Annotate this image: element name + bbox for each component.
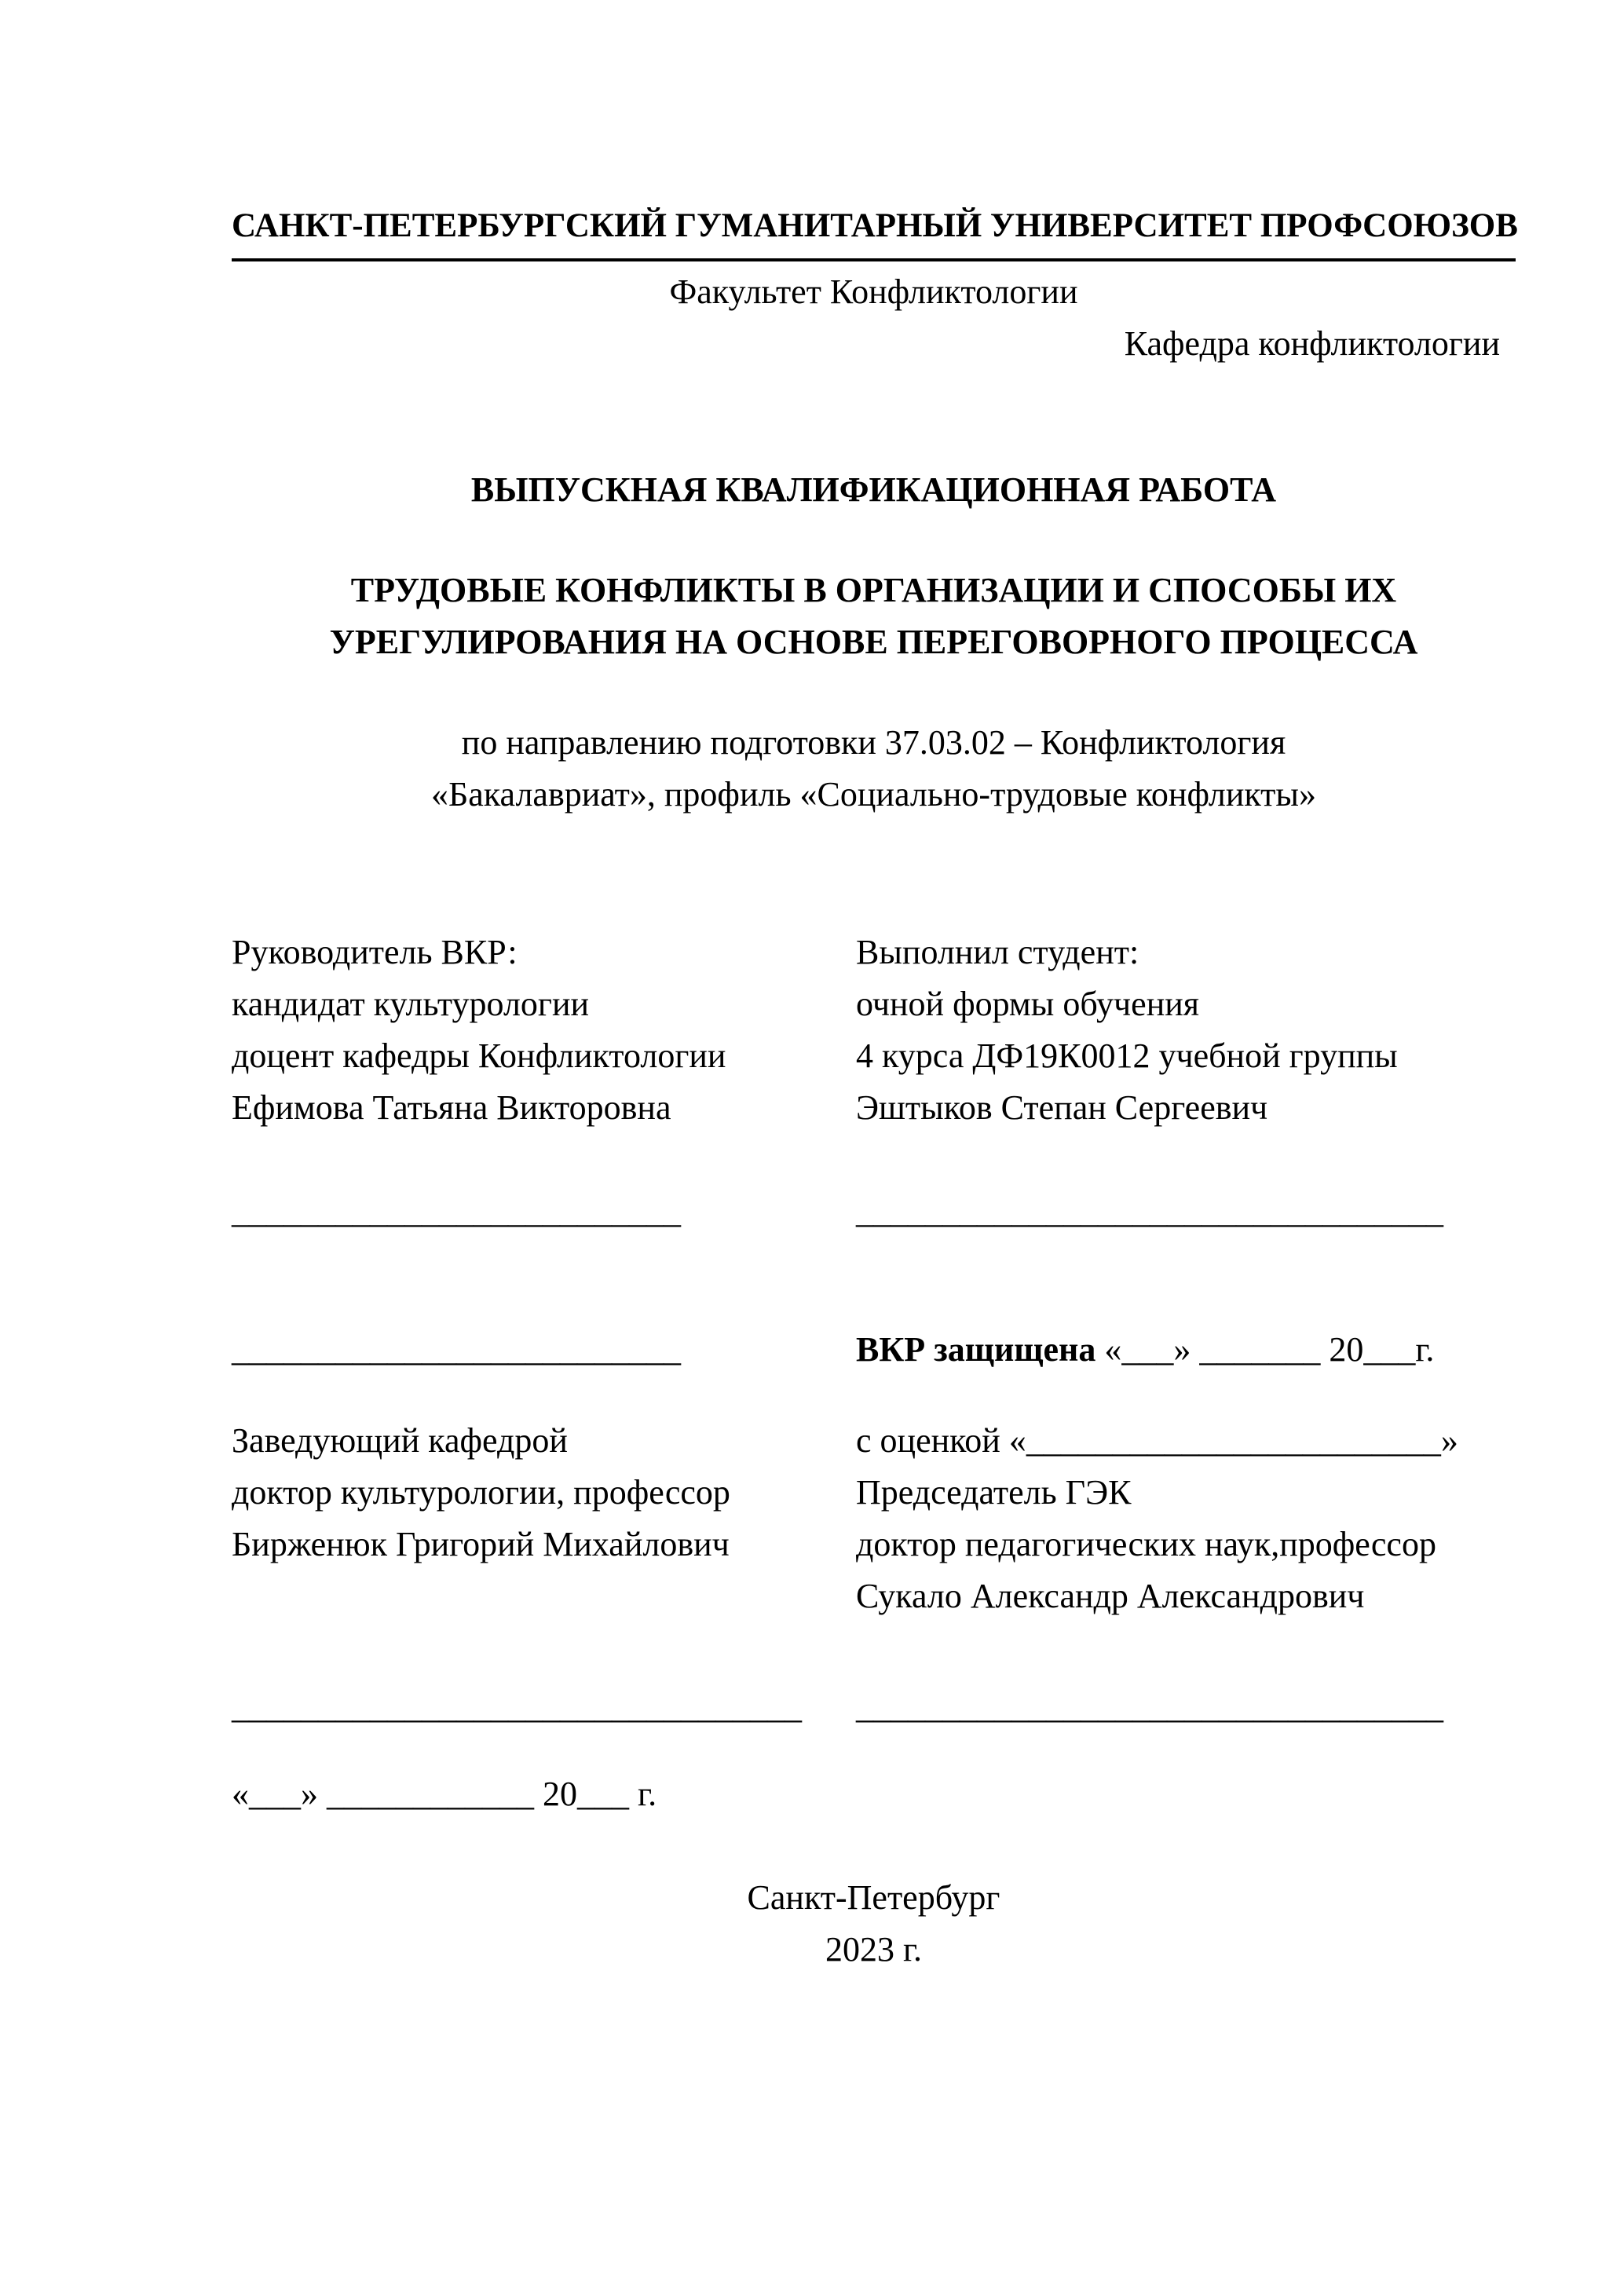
chairman-label: Председатель ГЭК [856, 1473, 1132, 1512]
signature-row-3 [232, 1681, 1516, 1733]
header-rule [232, 258, 1516, 261]
program-info [232, 717, 1516, 821]
program-direction: по направлению подготовки 37.03.02 – Конфликтология [461, 723, 1286, 762]
supervisor-label: Руководитель ВКР: [232, 933, 518, 971]
head-bottom-signature-line: _________________________________ [232, 1687, 802, 1726]
footer-year: 2023 г. [825, 1930, 923, 1969]
student-block [856, 927, 1516, 1134]
university-name: САНКТ-ПЕТЕРБУРГСКИЙ ГУМАНИТАРНЫЙ УНИВЕРСИТЕТ ПРОФСОЮЗОВ [232, 207, 1518, 244]
signature-row-2 [232, 1324, 1516, 1376]
student-label: Выполнил студент: [856, 933, 1139, 971]
defense-line [856, 1324, 1516, 1376]
chairman-degree: доктор педагогических наук,профессор [856, 1525, 1436, 1563]
supervisor-signature-line: __________________________ [232, 1192, 681, 1230]
department-name: Кафедра конфликтологии [1124, 324, 1500, 363]
supervisor-position: доцент кафедры Конфликтологии [232, 1036, 726, 1075]
footer-city: Санкт-Петербург [747, 1878, 1000, 1917]
supervisor-name: Ефимова Татьяна Викторовна [232, 1088, 671, 1127]
defense-date-blanks: «___» _______ 20___г. [1095, 1330, 1435, 1369]
student-study-form: очной формы обучения [856, 985, 1200, 1023]
officials-block [232, 1415, 1516, 1622]
chairman-name: Сукало Александр Александрович [856, 1577, 1365, 1615]
supervisor-block [232, 927, 856, 1134]
grade-line: с оценкой «________________________» [856, 1421, 1458, 1460]
thesis-title [232, 565, 1516, 668]
university-header [232, 200, 1516, 370]
head-name: Бирженюк Григорий Михайлович [232, 1525, 730, 1563]
student-signature-line: __________________________________ [856, 1192, 1443, 1230]
signature-row-1 [232, 1186, 1516, 1238]
defense-label: ВКР защищена [856, 1330, 1096, 1369]
head-signature-line: __________________________ [232, 1330, 681, 1369]
student-group: 4 курса ДФ19К0012 учебной группы [856, 1036, 1398, 1075]
supervisor-degree: кандидат культурологии [232, 985, 590, 1023]
chairman-signature-line: __________________________________ [856, 1687, 1443, 1726]
program-profile: «Бакалавриат», профиль «Социально-трудовые конфликты» [431, 775, 1316, 813]
student-name: Эштыков Степан Сергеевич [856, 1088, 1268, 1127]
faculty-name: Факультет Конфликтологии [669, 272, 1078, 311]
head-of-department-block [232, 1415, 856, 1622]
people-block [232, 927, 1516, 1134]
head-degree: доктор культурологии, профессор [232, 1473, 730, 1512]
thesis-title-line1: ТРУДОВЫЕ КОНФЛИКТЫ В ОРГАНИЗАЦИИ И СПОСОБЫ ИХ [350, 571, 1397, 609]
head-label: Заведующий кафедрой [232, 1421, 568, 1460]
thesis-title-line2: УРЕГУЛИРОВАНИЯ НА ОСНОВЕ ПЕРЕГОВОРНОГО ПРОЦЕССА [329, 623, 1418, 661]
footer [232, 1872, 1516, 1976]
date-line: «___» ____________ 20___ г. [232, 1775, 657, 1813]
chairman-block [856, 1415, 1516, 1622]
work-type-title: ВЫПУСКНАЯ КВАЛИФИКАЦИОННАЯ РАБОТА [470, 470, 1277, 509]
